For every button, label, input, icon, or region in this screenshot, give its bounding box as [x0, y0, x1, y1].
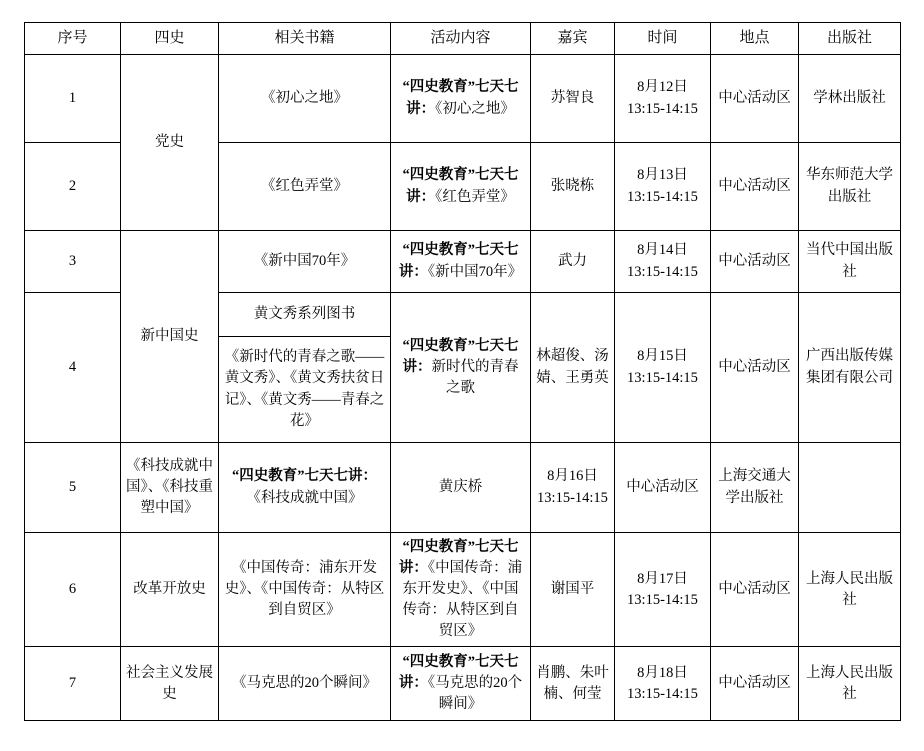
- column-header-no: 序号: [25, 23, 121, 55]
- activity-suffix: 《新中国70年》: [427, 263, 523, 280]
- category-cell-shehuizhuyi: 社会主义发展史: [121, 647, 219, 721]
- row-number: 4: [25, 293, 121, 443]
- publisher-cell: 上海人民出版社: [799, 647, 901, 721]
- table-row: [25, 231, 901, 293]
- category-cell-dangshi: 党史: [121, 55, 219, 231]
- time-cell: [615, 231, 711, 293]
- time-date: 8月15日: [637, 348, 688, 365]
- time-range: 13:15-14:15: [627, 188, 698, 205]
- column-header-guest: 嘉宾: [531, 23, 615, 55]
- table-row: [25, 443, 901, 533]
- table-row: [25, 647, 901, 721]
- place-cell: 中心活动区: [711, 647, 799, 721]
- guest-cell: 张晓栋: [531, 143, 615, 231]
- time-cell: [615, 143, 711, 231]
- guest-cell: 苏智良: [531, 55, 615, 143]
- table-row: [25, 533, 901, 647]
- time-date: 8月13日: [637, 167, 688, 184]
- activity-suffix: 《中国传奇：浦东开发史》、《中国传奇：从特区到自贸区》: [402, 560, 523, 640]
- publisher-cell: 华东师范大学出版社: [799, 143, 901, 231]
- table-header-row: [25, 23, 901, 55]
- activity-prefix: “四史教育”七天七讲：: [402, 167, 519, 205]
- schedule-table: [24, 22, 901, 721]
- activity-cell: [219, 443, 391, 533]
- table-row: [25, 55, 901, 143]
- activity-suffix: 《初心之地》: [435, 100, 515, 117]
- activity-cell: [391, 231, 531, 293]
- time-range: 13:15-14:15: [627, 591, 698, 608]
- time-range: 13:15-14:15: [627, 369, 698, 386]
- row-number: 6: [25, 533, 121, 647]
- place-cell: 中心活动区: [711, 143, 799, 231]
- row-number: 2: [25, 143, 121, 231]
- category-cell-gaigekaifangshi: 改革开放史: [121, 533, 219, 647]
- guest-cell: 武力: [531, 231, 615, 293]
- time-cell: [615, 533, 711, 647]
- time-range: 13:15-14:15: [627, 100, 698, 117]
- activity-prefix: “四史教育”七天七讲：: [402, 79, 519, 117]
- publisher-cell: 学林出版社: [799, 55, 901, 143]
- column-header-publisher: 出版社: [799, 23, 901, 55]
- activity-suffix: 新时代的青春之歌: [431, 358, 519, 396]
- publisher-cell: 上海人民出版社: [799, 533, 901, 647]
- activity-prefix: “四史教育”七天七讲：: [398, 654, 519, 692]
- schedule-sheet: [24, 22, 900, 721]
- time-date: 8月14日: [637, 242, 688, 259]
- time-cell: [615, 55, 711, 143]
- book-cell-bottom: 《新时代的青春之歌——黄文秀》、《黄文秀扶贫日记》、《黄文秀——青春之花》: [219, 337, 391, 443]
- activity-prefix: “四史教育”七天七讲：: [232, 468, 377, 485]
- publisher-cell: 上海交通大学出版社: [711, 443, 799, 533]
- time-date: 8月12日: [637, 79, 688, 96]
- activity-cell: [391, 55, 531, 143]
- book-cell: 《红色弄堂》: [219, 143, 391, 231]
- time-date: 8月18日: [637, 664, 688, 681]
- place-cell: 中心活动区: [711, 55, 799, 143]
- guest-cell: 林超俊、汤婧、王勇英: [531, 293, 615, 443]
- place-cell: 中心活动区: [615, 443, 711, 533]
- time-cell: [615, 293, 711, 443]
- book-cell: 《中国传奇：浦东开发史》、《中国传奇：从特区到自贸区》: [219, 533, 391, 647]
- time-cell: [615, 647, 711, 721]
- column-header-category: 四史: [121, 23, 219, 55]
- row-number: 7: [25, 647, 121, 721]
- row-number: 1: [25, 55, 121, 143]
- guest-cell: 谢国平: [531, 533, 615, 647]
- column-header-place: 地点: [711, 23, 799, 55]
- publisher-cell: 当代中国出版社: [799, 231, 901, 293]
- column-header-time: 时间: [615, 23, 711, 55]
- activity-suffix: 《马克思的20个瞬间》: [427, 675, 523, 713]
- activity-cell: [391, 533, 531, 647]
- activity-prefix: “四史教育”七天七讲：: [398, 242, 519, 280]
- book-cell: 《科技成就中国》、《科技重塑中国》: [121, 443, 219, 533]
- time-range: 13:15-14:15: [627, 263, 698, 280]
- column-header-book: 相关书籍: [219, 23, 391, 55]
- time-cell: [531, 443, 615, 533]
- place-cell: 中心活动区: [711, 533, 799, 647]
- place-cell: 中心活动区: [711, 293, 799, 443]
- book-cell: 《初心之地》: [219, 55, 391, 143]
- book-cell: 《新中国70年》: [219, 231, 391, 293]
- guest-cell: 肖鹏、朱叶楠、何莹: [531, 647, 615, 721]
- column-header-activity: 活动内容: [391, 23, 531, 55]
- time-date: 8月17日: [637, 570, 688, 587]
- publisher-cell: 广西出版传媒集团有限公司: [799, 293, 901, 443]
- activity-cell: [391, 143, 531, 231]
- activity-prefix: “四史教育”七天七讲：: [402, 337, 519, 375]
- time-range: 13:15-14:15: [537, 489, 608, 506]
- category-cell-xinzhongguoshi: 新中国史: [121, 231, 219, 443]
- activity-suffix: 《科技成就中国》: [246, 489, 363, 506]
- row-number: 3: [25, 231, 121, 293]
- activity-prefix: “四史教育”七天七讲：: [398, 539, 519, 577]
- row-number: 5: [25, 443, 121, 533]
- book-cell: 《马克思的20个瞬间》: [219, 647, 391, 721]
- book-cell-top: 黄文秀系列图书: [219, 293, 391, 337]
- guest-cell: 黄庆桥: [391, 443, 531, 533]
- activity-cell: [391, 293, 531, 443]
- activity-cell: [391, 647, 531, 721]
- time-range: 13:15-14:15: [627, 685, 698, 702]
- time-date: 8月16日: [547, 468, 598, 485]
- activity-suffix: 《红色弄堂》: [435, 188, 515, 205]
- place-cell: 中心活动区: [711, 231, 799, 293]
